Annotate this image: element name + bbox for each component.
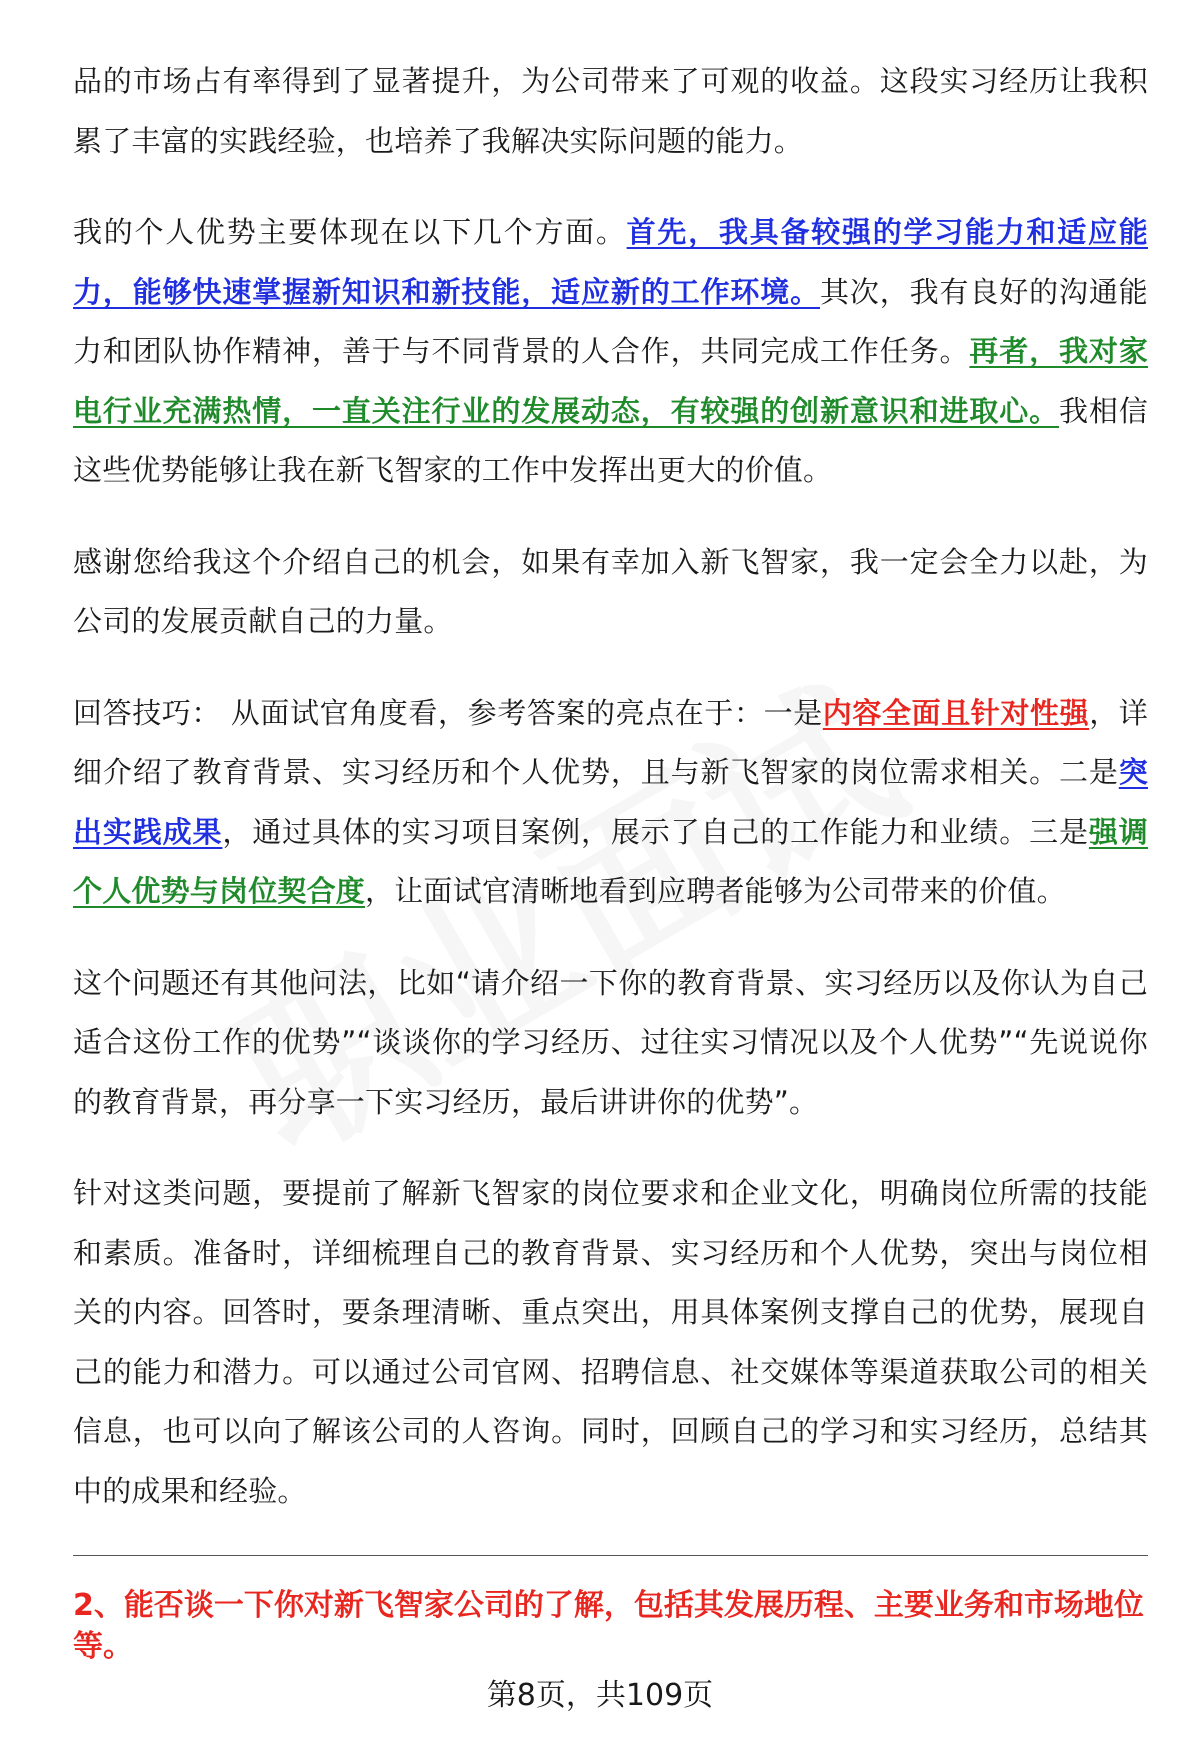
tips-highlight-comprehensive: 内容全面且针对性强 [822,695,1090,730]
strengths-communication-text: 其次，我有良好的沟通能力和团队协作精神，善于与不同背景的人合作，共同完成工作任务。 [73,274,1148,368]
section-divider [73,1555,1148,1556]
tips-case-text: ，通过具体的实习项目案例，展示了自己的工作能力和业绩。三是 [222,814,1089,849]
question-heading: 2、能否谈一下你对新飞智家公司的了解，包括其发展历程、主要业务和市场地位等。 [73,1588,1144,1664]
paragraph-preparation-advice: 针对这类问题，要提前了解新飞智家的岗位要求和企业文化，明确岗位所需的技能和素质。准备时，详细梳理自己的教育背景、实习经历和个人优势，突出与岗位相关的内容。回答时，要条理清晰、重点突出，用具体案例支撑自己的优势，展现自己的能力和潜力。可以通过公司官网、招聘信息、社交媒体等渠道获取公司的相关信息，也可以向了解该公司的人咨询。同时，回顾自己的学习和实习经历，总结其中的成果和经验。 [73,1176,1148,1508]
paragraph-internship-result: 品的市场占有率得到了显著提升，为公司带来了可观的收益。这段实习经历让我积累了丰富的实践经验，也培养了我解决实际问题的能力。 [73,64,1148,158]
tips-intro-text: 回答技巧： 从面试官角度看，参考答案的亮点在于：一是 [73,695,823,730]
strengths-closing-text: 我相信这些优势能够让我在新飞智家的工作中发挥出更大的价值。 [73,393,1148,487]
tips-closing-text: ，让面试官清晰地看到应聘者能够为公司带来的价值。 [365,874,1066,908]
paragraph-personal-strengths [73,203,1148,501]
paragraph-answer-tips [73,684,1148,922]
paragraph-alternative-questions: 这个问题还有其他问法，比如“请介绍一下你的教育背景、实习经历以及你认为自己适合这份工作的优势”“谈谈你的学习经历、过往实习情况以及个人优势”“先说说你的教育背景，再分享一下实习经历，最后讲讲你的优势”。 [73,965,1148,1119]
document-body [73,52,1148,1553]
tips-detail-text: ，详细介绍了教育背景、实习经历和个人优势，且与新飞智家的岗位需求相关。二是 [73,695,1148,789]
strengths-highlight-learning: 首先，我具备较强的学习能力和适应能力，能够快速掌握新知识和新技能，适应新的工作环境。 [73,215,1148,309]
strengths-intro-text: 我的个人优势主要体现在以下几个方面。 [73,215,627,249]
paragraph-thanks: 感谢您给我这个介绍自己的机会，如果有幸加入新飞智家，我一定会全力以赴，为公司的发展贡献自己的力量。 [73,544,1148,638]
strengths-highlight-passion: 再者，我对家电行业充满热情，一直关注行业的发展动态，有较强的创新意识和进取心。 [73,334,1148,428]
tips-highlight-practice: 突出实践成果 [73,755,1148,849]
tips-highlight-fit: 强调个人优势与岗位契合度 [73,814,1148,908]
page-number: 第8页，共109页 [486,1678,714,1713]
